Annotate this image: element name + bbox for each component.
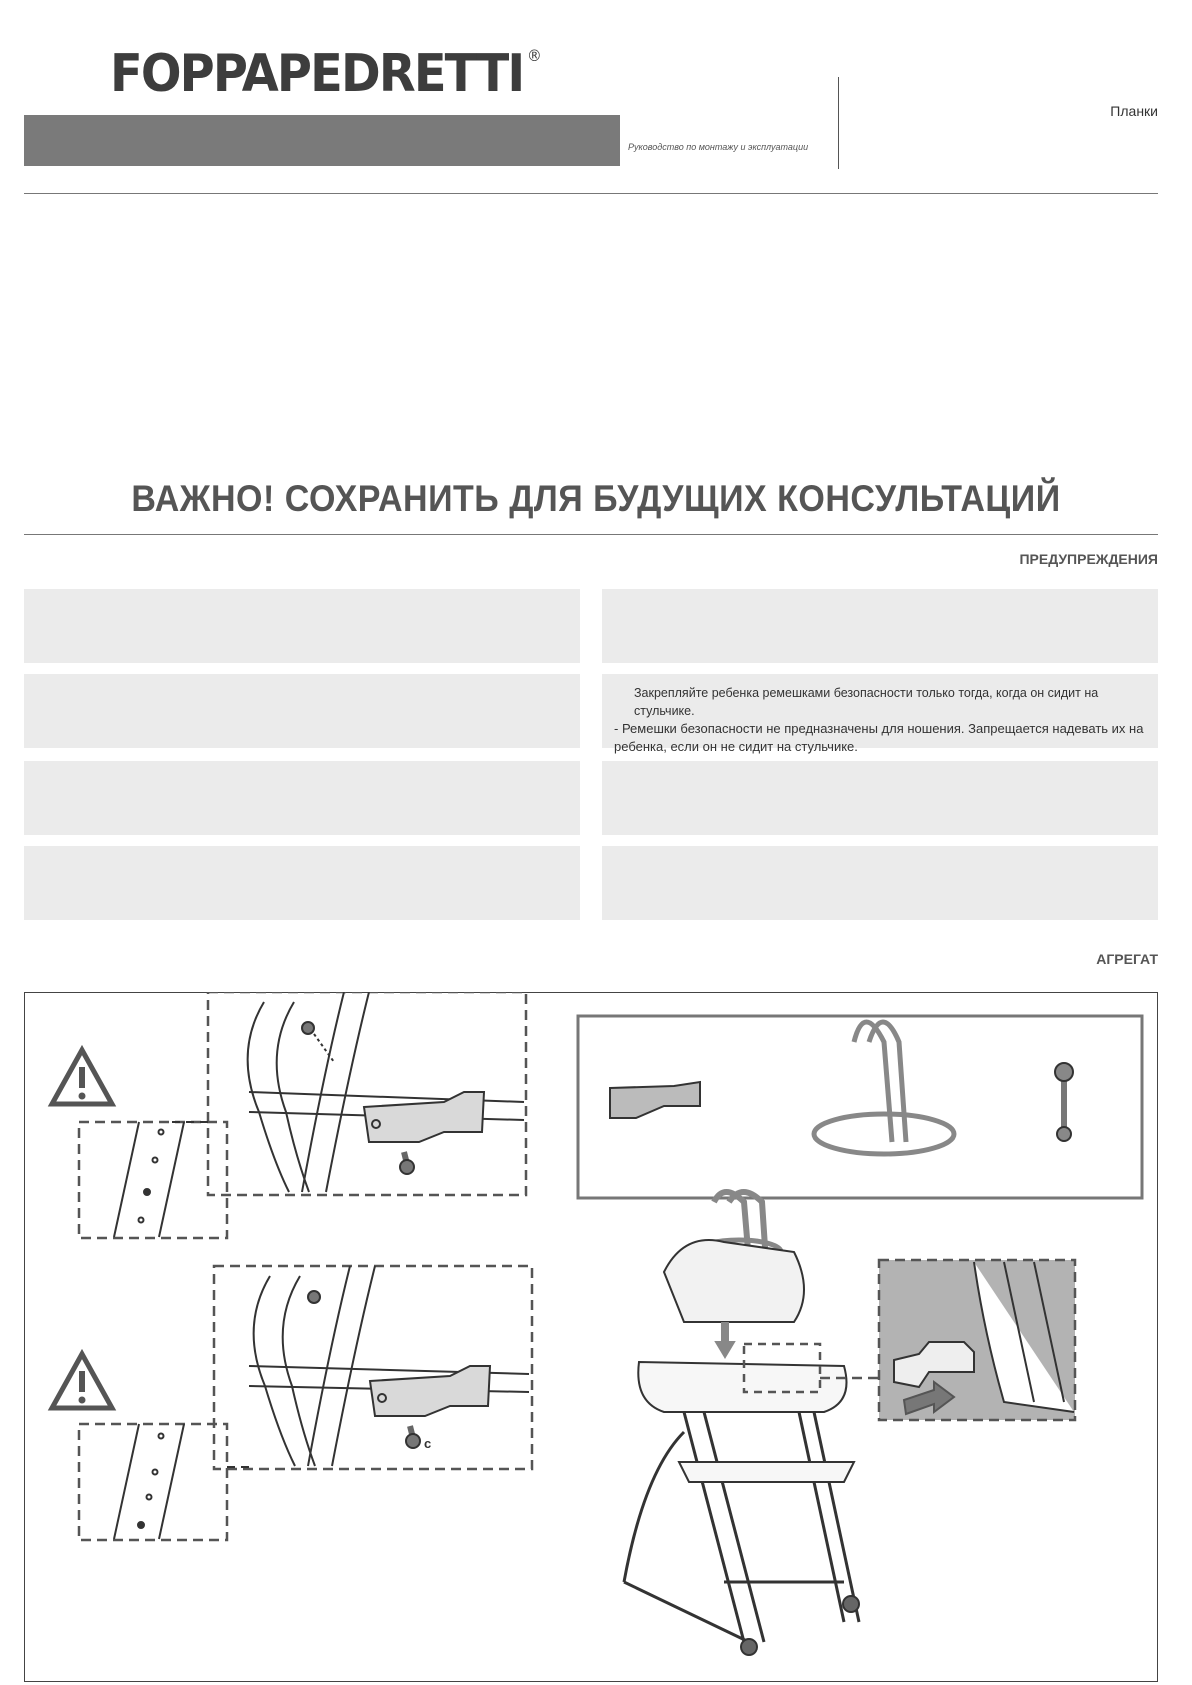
warning-box-7	[24, 846, 580, 920]
warning-box-6	[602, 761, 1158, 835]
warning-box-1	[24, 589, 580, 663]
warning-text-line-1: Закрепляйте ребенка ремешками безопасности только тогда, когда он сидит на стульчике.	[634, 686, 1099, 718]
brand-name: FOPPAPEDRETTI	[110, 44, 524, 104]
header-rule	[24, 193, 1158, 194]
assembly-illustration	[24, 992, 1158, 1682]
warning-box-3	[24, 674, 580, 748]
registered-mark: ®	[527, 46, 542, 65]
assembly-label: АГРЕГАТ	[1096, 951, 1158, 967]
notice-rule	[24, 534, 1158, 535]
warning-box-5	[24, 761, 580, 835]
header-bar	[24, 115, 620, 166]
warning-text-line-2: - Ремешки безопасности не предназначены для ношения. Запрещается надевать их на ребенка, если он не сидит на стульчике.	[614, 721, 1144, 754]
header-divider	[838, 77, 839, 169]
warning-box-2	[602, 589, 1158, 663]
part-callout-c: c	[424, 1436, 432, 1451]
important-notice: ВАЖНО! СОХРАНИТЬ ДЛЯ БУДУЩИХ КОНСУЛЬТАЦИЙ	[131, 478, 1061, 520]
warning-box-4	[602, 674, 1158, 754]
brand-logo	[110, 44, 542, 104]
product-name: Планки	[1110, 103, 1158, 119]
warning-box-8	[602, 846, 1158, 920]
warnings-label: ПРЕДУПРЕЖДЕНИЯ	[1019, 551, 1158, 567]
document-subtitle: Руководство по монтажу и эксплуатации	[628, 142, 809, 152]
